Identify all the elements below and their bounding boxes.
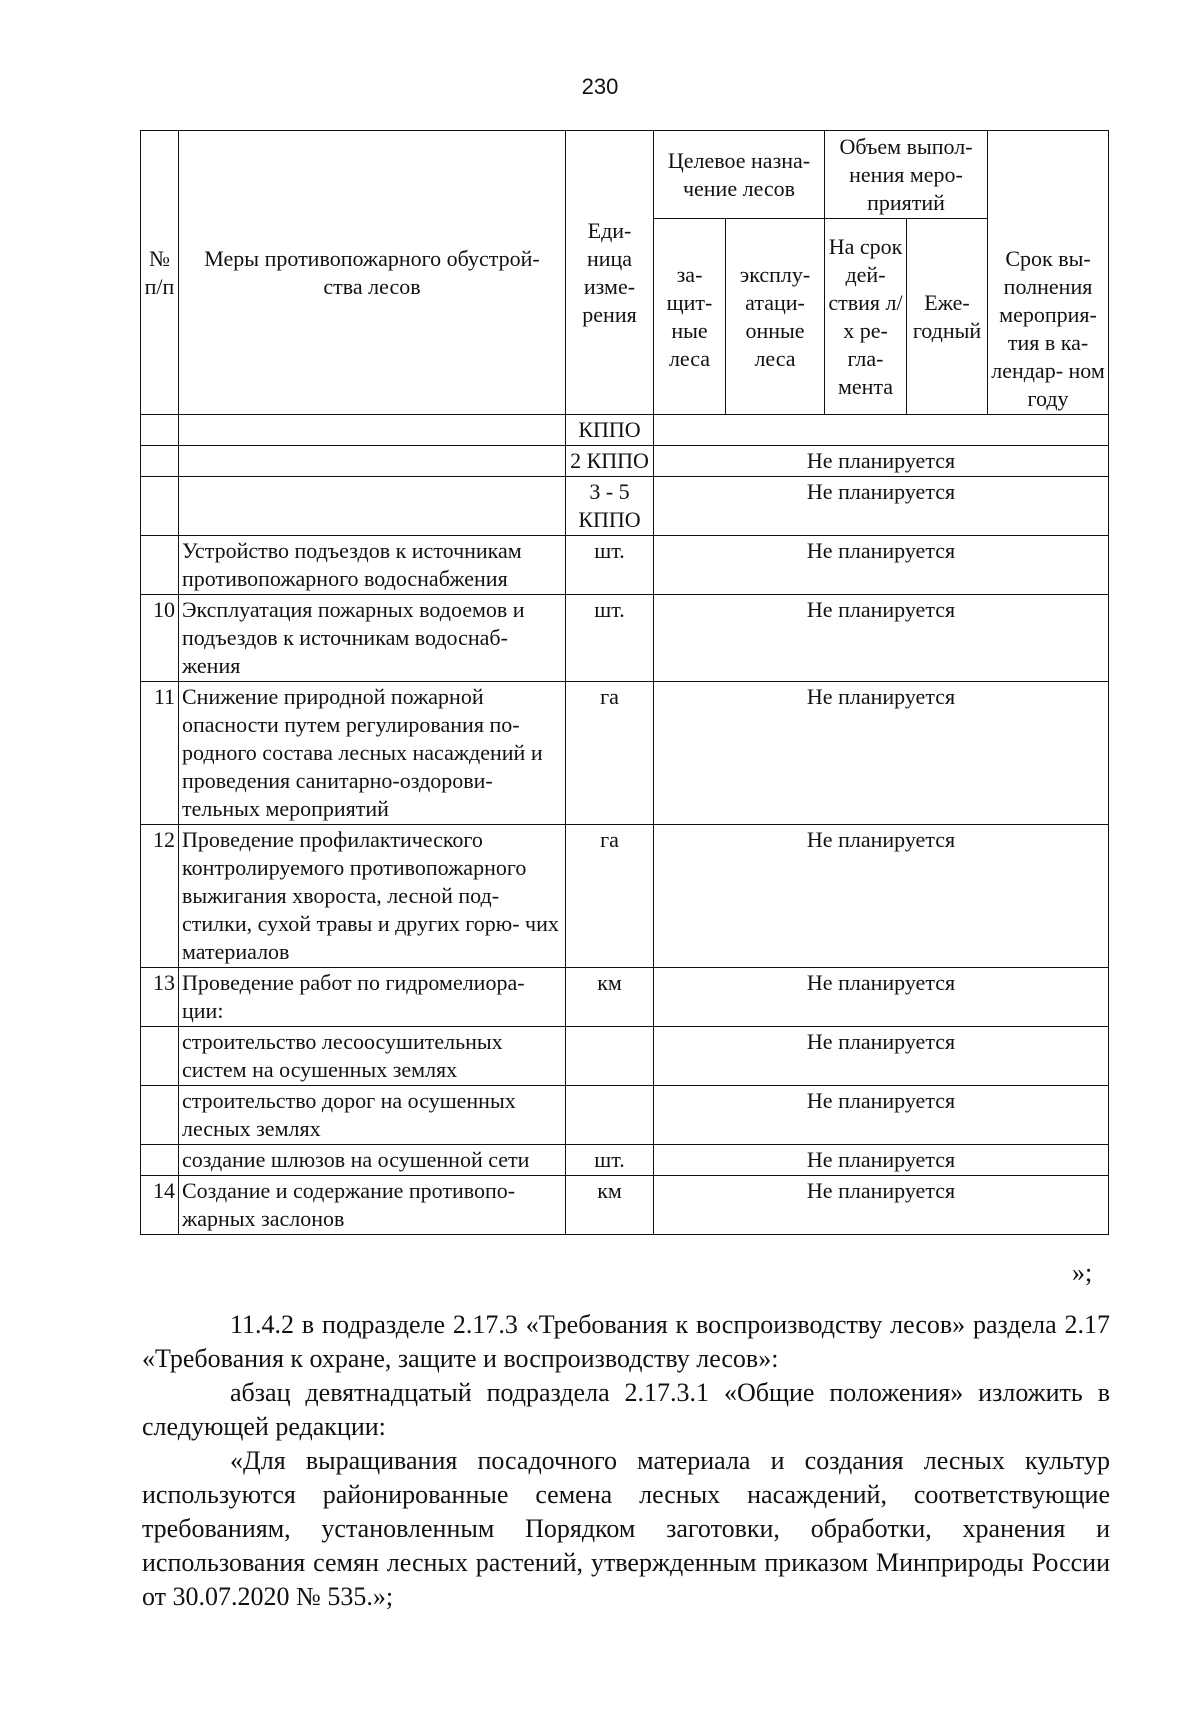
header-num: № п/п xyxy=(141,131,179,415)
row-measure: Устройство подъездов к источникам противопожарного водоснабжения xyxy=(179,536,566,595)
row-num xyxy=(141,1027,179,1086)
table-row xyxy=(141,682,1109,825)
paragraph-new-text: «Для выращивания посадочного материала и создания лесных культур используются районированные семена лесных насаждений, соответствующие требованиям, установленным Порядком заготовки, обработки, хранения и использования семян лесных растений, утвержденным приказом Минприроды России от 30.07.2020 № 535.»; xyxy=(142,1446,1110,1611)
table-row xyxy=(141,446,1109,477)
header-purpose-exploitation: эксплу- атаци- онные леса xyxy=(726,219,825,415)
row-measure xyxy=(179,477,566,536)
header-purpose-protective: за- щит- ные леса xyxy=(654,219,726,415)
page-number: 230 xyxy=(581,74,619,99)
table-row xyxy=(141,968,1109,1027)
header-unit: Еди- ница изме- рения xyxy=(566,131,654,415)
row-unit: га xyxy=(566,825,654,968)
row-num xyxy=(141,536,179,595)
row-num: 10 xyxy=(141,595,179,682)
table-row xyxy=(141,1027,1109,1086)
row-num: 12 xyxy=(141,825,179,968)
row-status: Не планируется xyxy=(654,1086,1109,1145)
row-status: Не планируется xyxy=(654,595,1109,682)
paragraph-amendment: 11.4.2 в подразделе 2.17.3 «Требования к воспроизводству лесов» раздела 2.17 «Требования к охране, защите и воспроизводству лесов»: xyxy=(142,1310,1110,1373)
row-status: Не планируется xyxy=(654,968,1109,1027)
row-num xyxy=(141,477,179,536)
header-measure: Меры противопожарного обустрой- ства лесов xyxy=(179,131,566,415)
header-volume-term: На срок дей- ствия л/х ре- гла- мента xyxy=(825,219,907,415)
row-status: Не планируется xyxy=(654,682,1109,825)
table-row xyxy=(141,595,1109,682)
row-num: 11 xyxy=(141,682,179,825)
row-status: Не планируется xyxy=(654,477,1109,536)
row-num xyxy=(141,415,179,446)
row-status: Не планируется xyxy=(654,1176,1109,1235)
row-measure: Создание и содержание противопо- жарных заслонов xyxy=(179,1176,566,1235)
header-purpose-group: Целевое назна- чение лесов xyxy=(654,131,825,219)
row-measure: создание шлюзов на осушенной сети xyxy=(179,1145,566,1176)
row-num: 14 xyxy=(141,1176,179,1235)
row-status: Не планируется xyxy=(654,536,1109,595)
row-measure: Проведение профилактического контролируемого противопожарного выжигания хвороста, лесной под- стилки, сухой травы и других горю- чих материалов xyxy=(179,825,566,968)
row-num xyxy=(141,446,179,477)
row-measure xyxy=(179,446,566,477)
row-unit: шт. xyxy=(566,1145,654,1176)
header-deadline: Срок вы- полнения мероприя- тия в ка- лендар- ном году xyxy=(988,131,1109,415)
row-status: Не планируется xyxy=(654,446,1109,477)
row-measure xyxy=(179,415,566,446)
row-num: 13 xyxy=(141,968,179,1027)
table-row xyxy=(141,477,1109,536)
row-unit xyxy=(566,1086,654,1145)
row-status: Не планируется xyxy=(654,1027,1109,1086)
row-unit: км xyxy=(566,968,654,1027)
row-unit: км xyxy=(566,1176,654,1235)
table-row xyxy=(141,1086,1109,1145)
table-row xyxy=(141,1176,1109,1235)
row-measure: строительство дорог на осушенных лесных землях xyxy=(179,1086,566,1145)
row-measure: строительство лесоосушительных систем на осушенных землях xyxy=(179,1027,566,1086)
header-volume-annual: Еже- годный xyxy=(907,219,988,415)
table-row xyxy=(141,415,1109,446)
row-measure: Проведение работ по гидромелиора- ции: xyxy=(179,968,566,1027)
row-unit: 2 КППО xyxy=(566,446,654,477)
table-row xyxy=(141,536,1109,595)
row-unit: шт. xyxy=(566,595,654,682)
row-unit: 3 - 5 КППО xyxy=(566,477,654,536)
row-num xyxy=(141,1145,179,1176)
row-status: Не планируется xyxy=(654,1145,1109,1176)
header-volume-group: Объем выпол- нения меро- приятий xyxy=(825,131,988,219)
row-unit: шт. xyxy=(566,536,654,595)
row-unit: га xyxy=(566,682,654,825)
fire-safety-table xyxy=(140,130,1109,1235)
row-status: Не планируется xyxy=(654,825,1109,968)
row-status xyxy=(654,415,1109,446)
row-num xyxy=(141,1086,179,1145)
table-row xyxy=(141,825,1109,968)
row-measure: Снижение природной пожарной опасности путем регулирования по- родного состава лесных насаждений и проведения санитарно-оздорови- тельных мероприятий xyxy=(179,682,566,825)
table-row xyxy=(141,1145,1109,1176)
paragraph-instruction: абзац девятнадцатый подраздела 2.17.3.1 «Общие положения» изложить в следующей редакции: xyxy=(142,1378,1110,1441)
row-measure: Эксплуатация пожарных водоемов и подъездов к источникам водоснаб- жения xyxy=(179,595,566,682)
closing-quote: »; xyxy=(1072,1258,1093,1287)
row-unit xyxy=(566,1027,654,1086)
row-unit: КППО xyxy=(566,415,654,446)
